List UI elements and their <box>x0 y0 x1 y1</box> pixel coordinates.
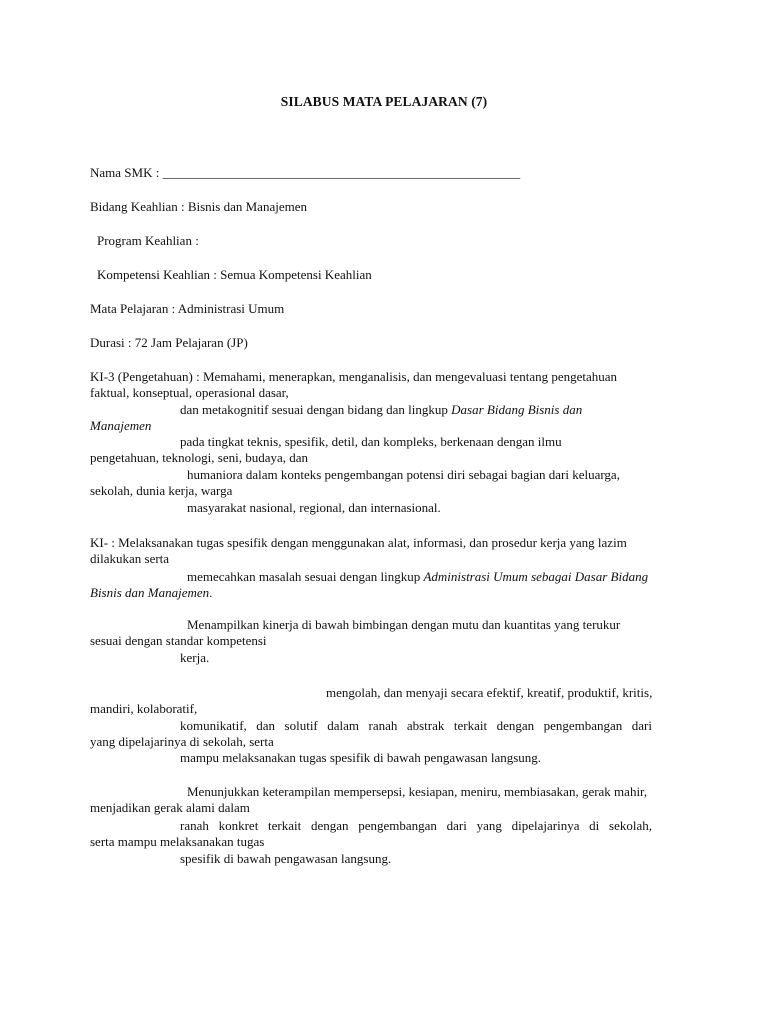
ki4-paragraph-line: mampu melaksanakan tugas spesifik di bawah pengawasan langsung. <box>180 750 542 765</box>
ki3-line: Manajemen <box>90 418 152 433</box>
ki4-paragraph-line: komunikatif, dan solutif dalam ranah abstrak terkait dengan pengembangan dari <box>180 718 652 733</box>
mata-pelajaran: Mata Pelajaran : Administrasi Umum <box>90 301 285 316</box>
ki4-line <box>90 585 212 601</box>
ki4-paragraph-line: menjadikan gerak alami dalam <box>90 800 250 815</box>
ki4-paragraph-line: mengolah, dan menyaji secara efektif, kreatif, produktif, kritis, <box>326 685 653 700</box>
ki4-italic-text: Bisnis dan Manajemen <box>90 585 210 600</box>
ki3-line: humaniora dalam konteks pengembangan potensi diri sebagai bagian dari keluarga, <box>187 467 620 482</box>
kompetensi-keahlian: Kompetensi Keahlian : Semua Kompetensi Keahlian <box>97 267 372 282</box>
ki4-paragraph-line: kerja. <box>180 650 210 665</box>
ki4-text: . <box>209 585 213 600</box>
page-title: SILABUS MATA PELAJARAN (7) <box>280 94 488 109</box>
ki4-paragraph-line: yang dipelajarinya di sekolah, serta <box>90 734 274 749</box>
ki4-italic-text: Administrasi Umum sebagai Dasar Bidang <box>423 569 649 584</box>
ki4-line: KI- : Melaksanakan tugas spesifik dengan menggunakan alat, informasi, dan prosedur kerja yang lazim <box>90 535 627 550</box>
program-keahlian: Program Keahlian : <box>97 233 199 248</box>
ki3-text: dan metakognitif sesuai dengan bidang dan lingkup <box>180 402 452 417</box>
ki3-line: masyarakat nasional, regional, dan internasional. <box>187 500 441 515</box>
ki4-paragraph-line: Menampilkan kinerja di bawah bimbingan dengan mutu dan kuantitas yang terukur <box>187 617 621 632</box>
bidang-keahlian: Bidang Keahlian : Bisnis dan Manajemen <box>90 199 307 214</box>
durasi: Durasi : 72 Jam Pelajaran (JP) <box>90 335 248 350</box>
ki3-line: KI-3 (Pengetahuan) : Memahami, menerapkan, menganalisis, dan mengevaluasi tentang pengetahuan <box>90 369 618 384</box>
ki4-line <box>187 569 648 585</box>
ki4-paragraph-line: Menunjukkan keterampilan mempersepsi, kesiapan, meniru, membiasakan, gerak mahir, <box>187 784 648 799</box>
ki4-paragraph-line: sesuai dengan standar kompetensi <box>90 633 267 648</box>
ki4-paragraph-line: mandiri, kolaboratif, <box>90 701 198 716</box>
ki4-text: memecahkan masalah sesuai dengan lingkup <box>187 569 424 584</box>
nama-smk-field: Nama SMK : _______________________________________________________ <box>90 165 521 180</box>
ki4-paragraph-line: spesifik di bawah pengawasan langsung. <box>180 851 392 866</box>
ki3-line <box>180 402 582 418</box>
ki3-line: pengetahuan, teknologi, seni, budaya, dan <box>90 450 309 465</box>
ki3-line: faktual, konseptual, operasional dasar, <box>90 385 289 400</box>
ki3-italic-text: Dasar Bidang Bisnis dan <box>451 402 583 417</box>
ki4-paragraph-line: ranah konkret terkait dengan pengembangan dari yang dipelajarinya di sekolah, <box>180 818 652 833</box>
ki4-paragraph-line: serta mampu melaksanakan tugas <box>90 834 265 849</box>
ki4-line: dilakukan serta <box>90 551 170 566</box>
ki3-line: sekolah, dunia kerja, warga <box>90 483 233 498</box>
ki3-line: pada tingkat teknis, spesifik, detil, dan kompleks, berkenaan dengan ilmu <box>180 434 562 449</box>
